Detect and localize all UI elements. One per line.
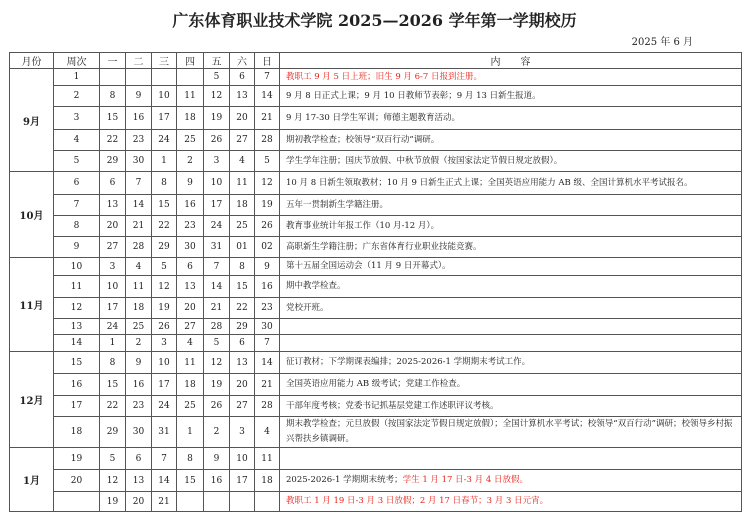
table-row bbox=[10, 352, 742, 374]
day-cell: 3 bbox=[152, 335, 177, 352]
table-row bbox=[10, 417, 742, 448]
day-cell: 17 bbox=[152, 374, 177, 396]
week-cell: 19 bbox=[54, 448, 100, 470]
day-cell: 7 bbox=[152, 448, 177, 470]
content-text: 全国英语应用能力 AB 级考试；党建工作检查。 bbox=[286, 379, 466, 389]
day-cell bbox=[152, 69, 177, 86]
day-cell: 9 bbox=[177, 172, 204, 195]
day-cell: 7 bbox=[204, 258, 230, 276]
day-cell: 13 bbox=[230, 352, 255, 374]
day-cell: 24 bbox=[204, 216, 230, 237]
day-cell: 22 bbox=[100, 396, 126, 417]
week-cell: 6 bbox=[54, 172, 100, 195]
day-cell: 29 bbox=[100, 151, 126, 172]
table-row bbox=[10, 374, 742, 396]
day-cell: 8 bbox=[177, 448, 204, 470]
day-cell: 22 bbox=[230, 298, 255, 319]
day-cell: 1 bbox=[177, 417, 204, 448]
day-cell: 19 bbox=[204, 374, 230, 396]
day-cell: 6 bbox=[177, 258, 204, 276]
day-cell: 22 bbox=[152, 216, 177, 237]
day-cell: 16 bbox=[126, 374, 152, 396]
table-row bbox=[10, 298, 742, 319]
day-cell: 16 bbox=[255, 276, 280, 298]
day-cell: 25 bbox=[177, 396, 204, 417]
week-cell: 9 bbox=[54, 237, 100, 258]
day-cell: 12 bbox=[204, 86, 230, 107]
week-cell: 2 bbox=[54, 86, 100, 107]
day-cell: 5 bbox=[255, 151, 280, 172]
day-cell: 1 bbox=[152, 151, 177, 172]
day-cell: 18 bbox=[177, 107, 204, 130]
day-cell: 14 bbox=[255, 86, 280, 107]
day-cell: 22 bbox=[100, 130, 126, 151]
day-cell: 25 bbox=[126, 319, 152, 335]
table-row bbox=[10, 172, 742, 195]
day-cell: 28 bbox=[255, 396, 280, 417]
content-text: 9 月 17-30 日学生军训；师德主题教育活动。 bbox=[286, 112, 461, 123]
day-cell: 19 bbox=[100, 492, 126, 512]
day-cell: 14 bbox=[204, 276, 230, 298]
content-cell bbox=[280, 69, 742, 86]
column-header: 日 bbox=[255, 53, 280, 69]
page-title: 广东体育职业技术学院 2025—2026 学年第一学期校历 bbox=[172, 11, 577, 30]
day-cell: 18 bbox=[177, 374, 204, 396]
day-cell: 24 bbox=[152, 130, 177, 151]
week-cell: 20 bbox=[54, 470, 100, 492]
day-cell: 30 bbox=[177, 237, 204, 258]
table-row bbox=[10, 335, 742, 352]
table-row bbox=[10, 130, 742, 151]
month-cell: 11月 bbox=[10, 258, 54, 352]
day-cell: 24 bbox=[152, 396, 177, 417]
day-cell: 14 bbox=[152, 470, 177, 492]
table-row bbox=[10, 151, 742, 172]
day-cell: 10 bbox=[230, 448, 255, 470]
week-cell: 15 bbox=[54, 352, 100, 374]
table-row bbox=[10, 195, 742, 216]
day-cell: 20 bbox=[126, 492, 152, 512]
content-text: 教育事业统计年报工作（10 月-12 月）。 bbox=[286, 220, 440, 231]
table-row bbox=[10, 237, 742, 258]
content-text: 教职工 1 月 19 日-3 月 3 日放假；2 月 17 日春节；3 月 3 日元宵。 bbox=[286, 496, 549, 506]
day-cell: 5 bbox=[204, 69, 230, 86]
day-cell: 10 bbox=[152, 352, 177, 374]
day-cell: 21 bbox=[255, 374, 280, 396]
day-cell: 23 bbox=[126, 396, 152, 417]
day-cell: 9 bbox=[204, 448, 230, 470]
day-cell: 30 bbox=[126, 417, 152, 448]
month-cell: 1月 bbox=[10, 448, 54, 512]
table-row bbox=[10, 396, 742, 417]
table-row bbox=[10, 86, 742, 107]
day-cell: 29 bbox=[230, 319, 255, 335]
day-cell: 10 bbox=[100, 276, 126, 298]
day-cell: 29 bbox=[152, 237, 177, 258]
content-text: 期中教学检查。 bbox=[286, 281, 346, 291]
day-cell: 12 bbox=[152, 276, 177, 298]
week-cell: 10 bbox=[54, 258, 100, 276]
content-text: 10 月 8 日新生领取教材；10 月 9 日新生正式上课；全国英语应用能力 AB 级、全国计算机水平考试报名。 bbox=[286, 177, 693, 188]
school-calendar-table bbox=[9, 52, 742, 512]
day-cell: 9 bbox=[126, 352, 152, 374]
day-cell: 21 bbox=[255, 107, 280, 130]
content-text: 党校开班。 bbox=[286, 302, 329, 313]
content-cell bbox=[280, 107, 742, 130]
day-cell: 02 bbox=[255, 237, 280, 258]
week-cell: 7 bbox=[54, 195, 100, 216]
day-cell: 4 bbox=[177, 335, 204, 352]
week-cell: 17 bbox=[54, 396, 100, 417]
content-cell bbox=[280, 319, 742, 335]
content-cell bbox=[280, 258, 742, 276]
day-cell: 8 bbox=[152, 172, 177, 195]
day-cell: 25 bbox=[230, 216, 255, 237]
day-cell: 14 bbox=[255, 352, 280, 374]
table-row bbox=[10, 107, 742, 130]
day-cell: 20 bbox=[177, 298, 204, 319]
column-header: 二 bbox=[126, 53, 152, 69]
day-cell: 6 bbox=[230, 69, 255, 86]
day-cell: 26 bbox=[204, 130, 230, 151]
day-cell: 5 bbox=[100, 448, 126, 470]
content-text: 教职工 9 月 5 日上班；旧生 9 月 6-7 日报到注册。 bbox=[286, 71, 483, 82]
day-cell: 23 bbox=[126, 130, 152, 151]
day-cell: 26 bbox=[204, 396, 230, 417]
day-cell: 28 bbox=[126, 237, 152, 258]
day-cell: 19 bbox=[255, 195, 280, 216]
day-cell bbox=[126, 69, 152, 86]
content-cell bbox=[280, 492, 742, 512]
content-cell bbox=[280, 352, 742, 374]
content-cell bbox=[280, 374, 742, 396]
day-cell: 2 bbox=[204, 417, 230, 448]
table-row bbox=[10, 492, 742, 512]
day-cell: 28 bbox=[204, 319, 230, 335]
day-cell: 27 bbox=[177, 319, 204, 335]
day-cell: 30 bbox=[126, 151, 152, 172]
content-cell bbox=[280, 298, 742, 319]
content-text: 征订教材；下学期课表编排；2025-2026-1 学期期末考试工作。 bbox=[286, 357, 531, 367]
day-cell: 20 bbox=[230, 107, 255, 130]
day-cell: 18 bbox=[230, 195, 255, 216]
day-cell: 12 bbox=[204, 352, 230, 374]
day-cell: 4 bbox=[126, 258, 152, 276]
week-cell: 16 bbox=[54, 374, 100, 396]
table-row bbox=[10, 319, 742, 335]
day-cell: 5 bbox=[204, 335, 230, 352]
content-cell bbox=[280, 172, 742, 195]
day-cell: 27 bbox=[230, 396, 255, 417]
day-cell: 3 bbox=[100, 258, 126, 276]
day-cell: 12 bbox=[100, 470, 126, 492]
week-cell: 18 bbox=[54, 417, 100, 448]
day-cell: 18 bbox=[126, 298, 152, 319]
content-cell bbox=[280, 335, 742, 352]
day-cell: 20 bbox=[100, 216, 126, 237]
day-cell: 29 bbox=[100, 417, 126, 448]
day-cell: 15 bbox=[100, 107, 126, 130]
day-cell: 26 bbox=[255, 216, 280, 237]
day-cell: 1 bbox=[100, 335, 126, 352]
content-text: 期末教学检查；元旦放假（按国家法定节假日规定放假）；全国计算机水平考试；校领导“双百行动”调研；校领导乡村振兴帮扶乡镇调研。 bbox=[286, 419, 733, 444]
day-cell: 13 bbox=[100, 195, 126, 216]
day-cell: 5 bbox=[152, 258, 177, 276]
content-text: 期初教学检查；校领导“双百行动”调研。 bbox=[286, 134, 440, 145]
day-cell: 13 bbox=[177, 276, 204, 298]
week-cell: 4 bbox=[54, 130, 100, 151]
day-cell: 17 bbox=[100, 298, 126, 319]
day-cell: 10 bbox=[152, 86, 177, 107]
day-cell: 15 bbox=[177, 470, 204, 492]
day-cell: 01 bbox=[230, 237, 255, 258]
day-cell: 6 bbox=[100, 172, 126, 195]
day-cell: 15 bbox=[100, 374, 126, 396]
day-cell: 4 bbox=[255, 417, 280, 448]
day-cell: 7 bbox=[255, 335, 280, 352]
day-cell bbox=[204, 492, 230, 512]
content-cell bbox=[280, 195, 742, 216]
day-cell: 21 bbox=[152, 492, 177, 512]
column-header: 四 bbox=[177, 53, 204, 69]
day-cell: 16 bbox=[204, 470, 230, 492]
month-cell: 12月 bbox=[10, 352, 54, 448]
week-cell bbox=[54, 492, 100, 512]
day-cell: 3 bbox=[204, 151, 230, 172]
day-cell: 10 bbox=[204, 172, 230, 195]
day-cell: 19 bbox=[204, 107, 230, 130]
content-cell bbox=[280, 130, 742, 151]
day-cell: 8 bbox=[100, 86, 126, 107]
day-cell: 2 bbox=[177, 151, 204, 172]
week-cell: 13 bbox=[54, 319, 100, 335]
day-cell: 4 bbox=[230, 151, 255, 172]
day-cell: 27 bbox=[100, 237, 126, 258]
content-text: 学生学年注册；国庆节放假、中秋节放假（按国家法定节假日规定放假）。 bbox=[286, 155, 563, 166]
content-text: 五年一贯制新生学籍注册。 bbox=[286, 199, 389, 210]
day-cell: 23 bbox=[255, 298, 280, 319]
day-cell: 21 bbox=[204, 298, 230, 319]
day-cell bbox=[100, 69, 126, 86]
day-cell bbox=[255, 492, 280, 512]
table-row bbox=[10, 448, 742, 470]
day-cell: 23 bbox=[177, 216, 204, 237]
content-text: 2025-2026-1 学期期末统考； bbox=[286, 475, 403, 485]
day-cell: 7 bbox=[126, 172, 152, 195]
day-cell: 15 bbox=[152, 195, 177, 216]
day-cell: 27 bbox=[230, 130, 255, 151]
week-cell: 8 bbox=[54, 216, 100, 237]
day-cell: 28 bbox=[255, 130, 280, 151]
day-cell: 17 bbox=[230, 470, 255, 492]
content-text: 第十五届全国运动会（11 月 9 日开幕式）。 bbox=[286, 261, 451, 271]
day-cell bbox=[230, 492, 255, 512]
month-cell: 9月 bbox=[10, 69, 54, 172]
day-cell: 11 bbox=[126, 276, 152, 298]
day-cell: 13 bbox=[230, 86, 255, 107]
week-cell: 5 bbox=[54, 151, 100, 172]
content-cell bbox=[280, 396, 742, 417]
content-text: 高职新生学籍注册；广东省体育行业职业技能竞赛。 bbox=[286, 241, 482, 252]
content-cell bbox=[280, 151, 742, 172]
week-cell: 1 bbox=[54, 69, 100, 86]
day-cell: 21 bbox=[126, 216, 152, 237]
content-text: 9 月 8 日正式上课；9 月 10 日教师节表彰；9 月 13 日新生报道。 bbox=[286, 90, 541, 101]
day-cell bbox=[177, 492, 204, 512]
column-header: 内 容 bbox=[280, 53, 742, 69]
table-row bbox=[10, 276, 742, 298]
day-cell: 15 bbox=[230, 276, 255, 298]
day-cell: 9 bbox=[255, 258, 280, 276]
day-cell: 11 bbox=[177, 352, 204, 374]
table-row bbox=[10, 258, 742, 276]
content-cell bbox=[280, 417, 742, 448]
day-cell: 11 bbox=[230, 172, 255, 195]
day-cell: 19 bbox=[152, 298, 177, 319]
header-row bbox=[10, 53, 742, 69]
day-cell: 17 bbox=[204, 195, 230, 216]
day-cell: 17 bbox=[152, 107, 177, 130]
table-row bbox=[10, 216, 742, 237]
column-header: 周次 bbox=[54, 53, 100, 69]
day-cell: 30 bbox=[255, 319, 280, 335]
day-cell: 26 bbox=[152, 319, 177, 335]
table-row bbox=[10, 470, 742, 492]
day-cell: 13 bbox=[126, 470, 152, 492]
column-header: 月份 bbox=[10, 53, 54, 69]
day-cell: 6 bbox=[126, 448, 152, 470]
day-cell: 16 bbox=[126, 107, 152, 130]
content-text: 干部年度考核；党委书记抓基层党建工作述职评议考核。 bbox=[286, 400, 499, 411]
day-cell: 24 bbox=[100, 319, 126, 335]
column-header: 六 bbox=[230, 53, 255, 69]
day-cell: 31 bbox=[152, 417, 177, 448]
content-cell bbox=[280, 470, 742, 492]
month-cell: 10月 bbox=[10, 172, 54, 258]
content-cell bbox=[280, 86, 742, 107]
day-cell: 8 bbox=[230, 258, 255, 276]
day-cell: 31 bbox=[204, 237, 230, 258]
day-cell: 8 bbox=[100, 352, 126, 374]
day-cell: 3 bbox=[230, 417, 255, 448]
content-text-highlight: 学生 1 月 17 日-3 月 4 日放假。 bbox=[402, 475, 528, 485]
week-cell: 3 bbox=[54, 107, 100, 130]
table-row bbox=[10, 69, 742, 86]
content-cell bbox=[280, 276, 742, 298]
day-cell: 9 bbox=[126, 86, 152, 107]
day-cell: 14 bbox=[126, 195, 152, 216]
column-header: 一 bbox=[100, 53, 126, 69]
day-cell: 18 bbox=[255, 470, 280, 492]
day-cell: 12 bbox=[255, 172, 280, 195]
day-cell: 11 bbox=[255, 448, 280, 470]
column-header: 三 bbox=[152, 53, 177, 69]
content-cell bbox=[280, 448, 742, 470]
column-header: 五 bbox=[204, 53, 230, 69]
day-cell: 7 bbox=[255, 69, 280, 86]
content-cell bbox=[280, 237, 742, 258]
day-cell bbox=[177, 69, 204, 86]
day-cell: 16 bbox=[177, 195, 204, 216]
day-cell: 6 bbox=[230, 335, 255, 352]
day-cell: 2 bbox=[126, 335, 152, 352]
day-cell: 20 bbox=[230, 374, 255, 396]
content-cell bbox=[280, 216, 742, 237]
day-cell: 25 bbox=[177, 130, 204, 151]
week-cell: 12 bbox=[54, 298, 100, 319]
document-date: 2025 年 6 月 bbox=[631, 37, 693, 48]
week-cell: 14 bbox=[54, 335, 100, 352]
day-cell: 11 bbox=[177, 86, 204, 107]
week-cell: 11 bbox=[54, 276, 100, 298]
